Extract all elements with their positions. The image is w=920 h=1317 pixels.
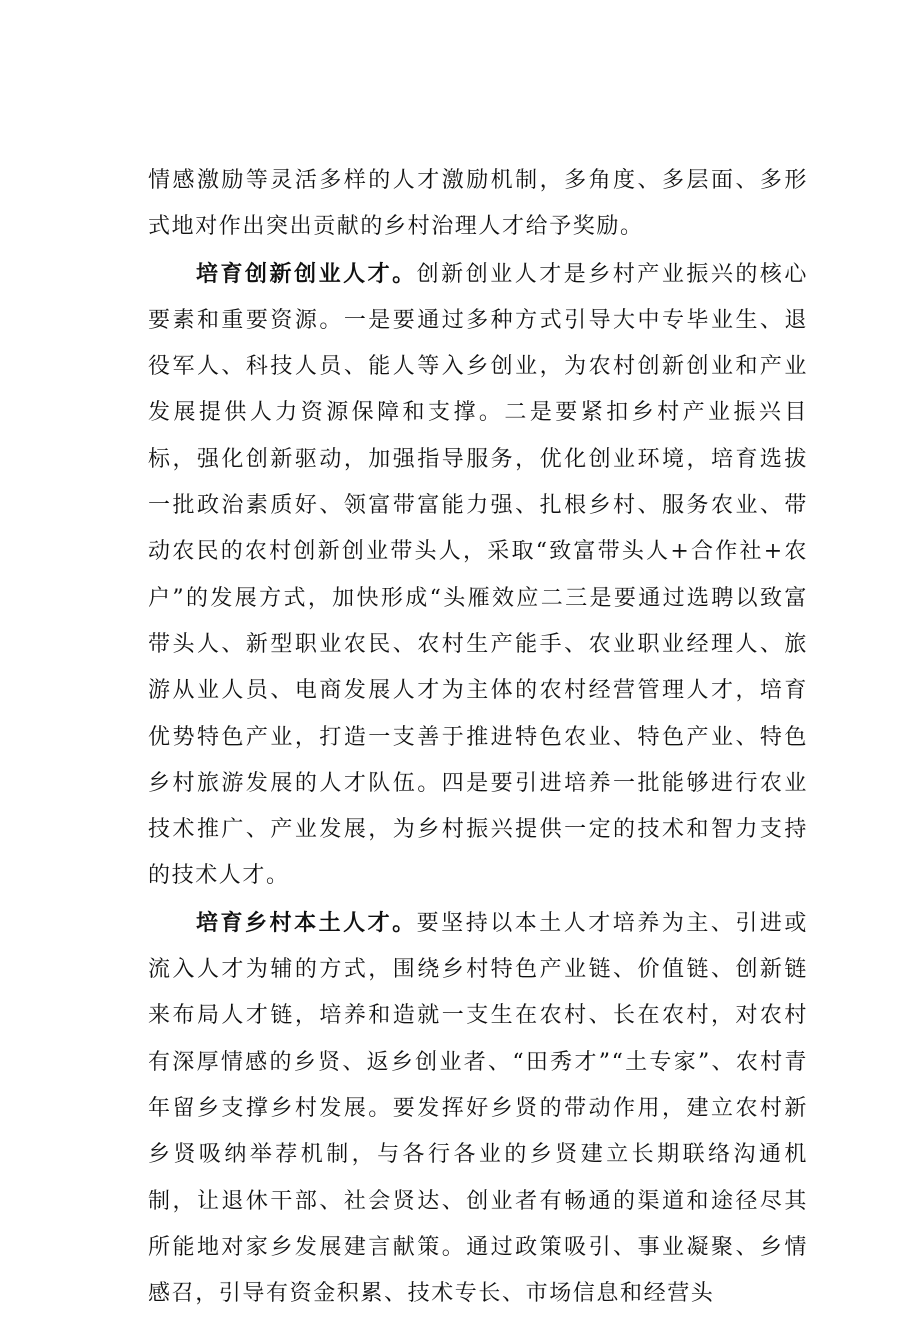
document-body — [148, 158, 808, 1317]
paragraph-heading: 培育创新创业人才。 — [196, 260, 417, 287]
paragraph-local-talent — [148, 900, 808, 1317]
paragraph-text: 要坚持以本土人才培养为主、引进或流入人才为辅的方式，围绕乡村特色产业链、价值链、创新链来布局人才链，培养和造就一支生在农村、长在农村，对农村有深厚情感的乡贤、返乡创业者、“田秀才”“土专家”、农村青年留乡支撑乡村发展。要发挥好乡贤的带动作用，建立农村新乡贤吸纳举荐机制，与各行各业的乡贤建立长期联络沟通机制，让退休干部、社会贤达、创业者有畅通的渠道和途径尽其所能地对家乡发展建言献策。通过政策吸引、事业凝聚、乡情感召，引导有资金积累、技术专长、市场信息和经营头 — [148, 910, 808, 1307]
paragraph-innovation-talent — [148, 251, 808, 900]
paragraph-text: 情感激励等灵活多样的人才激励机制，多角度、多层面、多形式地对作出突出贡献的乡村治理人才给予奖励。 — [148, 168, 808, 240]
paragraph-continuation — [148, 158, 808, 251]
paragraph-heading: 培育乡村本土人才。 — [196, 909, 417, 936]
paragraph-text: 创新创业人才是乡村产业振兴的核心要素和重要资源。一是要通过多种方式引导大中专毕业生、退役军人、科技人员、能人等入乡创业，为农村创新创业和产业发展提供人力资源保障和支撑。二是要紧扣乡村产业振兴目标，强化创新驱动，加强指导服务，优化创业环境，培育选拔一批政治素质好、领富带富能力强、扎根乡村、服务农业、带动农民的农村创新创业带头人，采取“致富带头人+合作社+农户”的发展方式，加快形成“头雁效应二三是要通过选聘以致富带头人、新型职业农民、农村生产能手、农业职业经理人、旅游从业人员、电商发展人才为主体的农村经营管理人才，培育优势特色产业，打造一支善于推进特色农业、特色产业、特色乡村旅游发展的人才队伍。四是要引进培养一批能够进行农业技术推广、产业发展，为乡村振兴提供一定的技术和智力支持的技术人才。 — [148, 261, 808, 889]
